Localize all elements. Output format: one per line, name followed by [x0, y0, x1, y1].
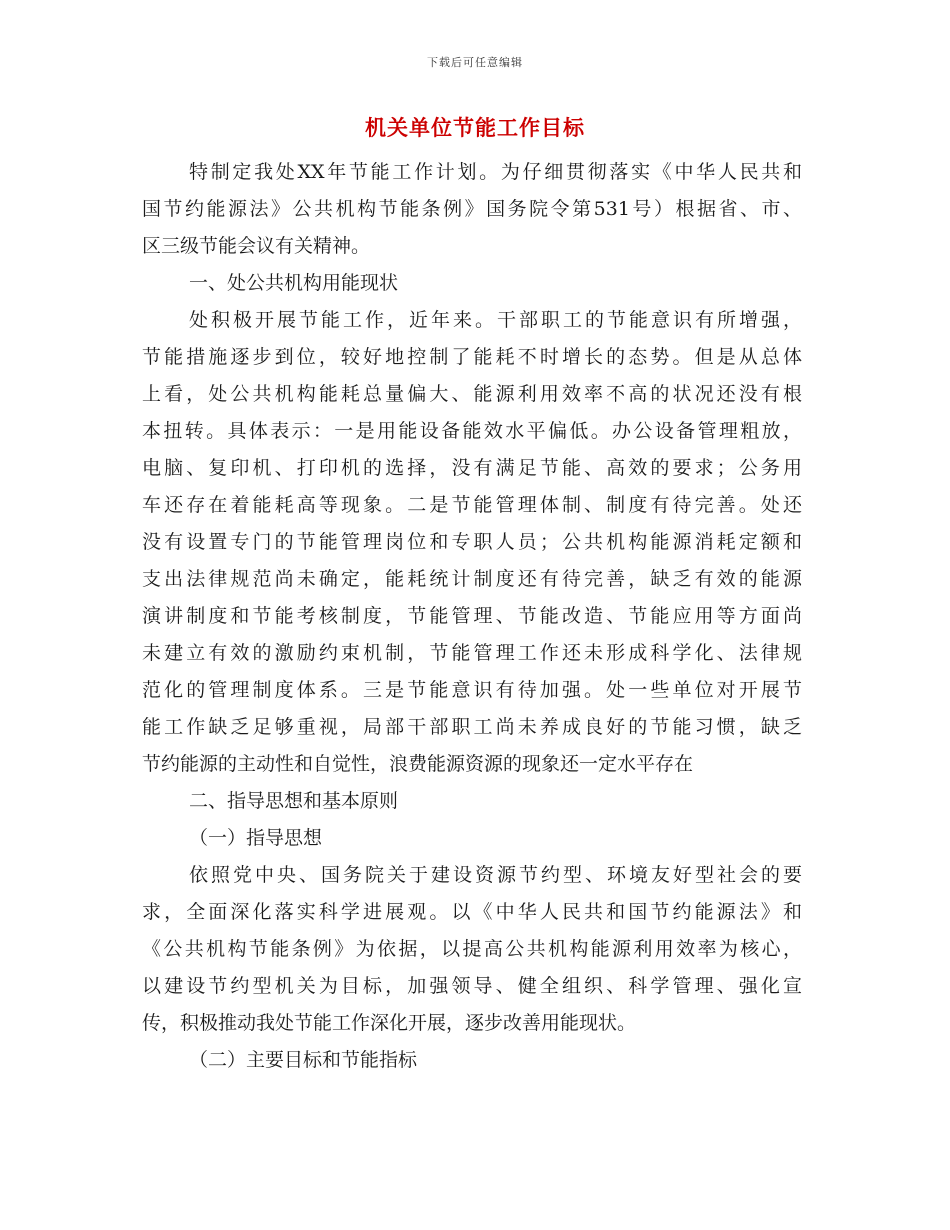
paragraph-line: 处积极开展节能工作，近年来。干部职工的节能意识有所增强， — [189, 309, 802, 331]
paragraph-line: 没有设置专门的节能管理岗位和专职人员；公共机构能源消耗定额和 — [142, 531, 802, 553]
subsection-heading: （二）主要目标和节能指标 — [189, 1049, 418, 1071]
subsection-heading: （一）指导思想 — [189, 827, 323, 849]
paragraph-line: 未建立有效的激励约束机制，节能管理工作还未形成科学化、法律规 — [142, 642, 802, 664]
paragraph-line: 依照党中央、国务院关于建设资源节约型、环境友好型社会的要 — [189, 864, 802, 886]
paragraph-line: 演讲制度和节能考核制度，节能管理、节能改造、节能应用等方面尚 — [142, 605, 802, 627]
paragraph-line: 支出法律规范尚未确定，能耗统计制度还有待完善，缺乏有效的能源 — [142, 568, 802, 590]
paragraph-line: 范化的管理制度体系。三是节能意识有待加强。处一些单位对开展节 — [142, 679, 802, 701]
header-note: 下载后可任意编辑 — [427, 56, 523, 69]
paragraph-line: 车还存在着能耗高等现象。二是节能管理体制、制度有待完善。处还 — [142, 494, 802, 516]
paragraph-line: 区三级节能会议有关精神。 — [142, 235, 371, 257]
section-heading: 二、指导思想和基本原则 — [189, 790, 399, 812]
paragraph-line: 特制定我处XX年节能工作计划。为仔细贯彻落实《中华人民共和 — [189, 161, 802, 183]
paragraph-line: 上看，处公共机构能耗总量偏大、能源利用效率不高的状况还没有根 — [142, 383, 802, 405]
paragraph-line: 传，积极推动我处节能工作深化开展，逐步改善用能现状。 — [142, 1012, 637, 1034]
section-heading: 一、处公共机构用能现状 — [189, 272, 399, 294]
paragraph-line: 电脑、复印机、打印机的选择，没有满足节能、高效的要求；公务用 — [142, 457, 802, 479]
paragraph-line: 节能措施逐步到位，较好地控制了能耗不时增长的态势。但是从总体 — [142, 346, 802, 368]
document-body — [142, 154, 802, 1079]
paragraph-line: 《公共机构节能条例》为依据，以提高公共机构能源利用效率为核心， — [142, 938, 802, 960]
paragraph-line: 以建设节约型机关为目标，加强领导、健全组织、科学管理、强化宣 — [142, 975, 802, 997]
document-title: 机关单位节能工作目标 — [365, 115, 585, 140]
paragraph-line: 国节约能源法》公共机构节能条例》国务院令第531号）根据省、市、 — [142, 198, 802, 220]
paragraph-line: 本扭转。具体表示：一是用能设备能效水平偏低。办公设备管理粗放， — [142, 420, 802, 442]
paragraph-line: 能工作缺乏足够重视，局部干部职工尚未养成良好的节能习惯，缺乏 — [142, 716, 802, 738]
paragraph-line: 求，全面深化落实科学进展观。以《中华人民共和国节约能源法》和 — [142, 901, 802, 923]
paragraph-line: 节约能源的主动性和自觉性，浪费能源资源的现象还一定水平存在 — [142, 753, 694, 775]
